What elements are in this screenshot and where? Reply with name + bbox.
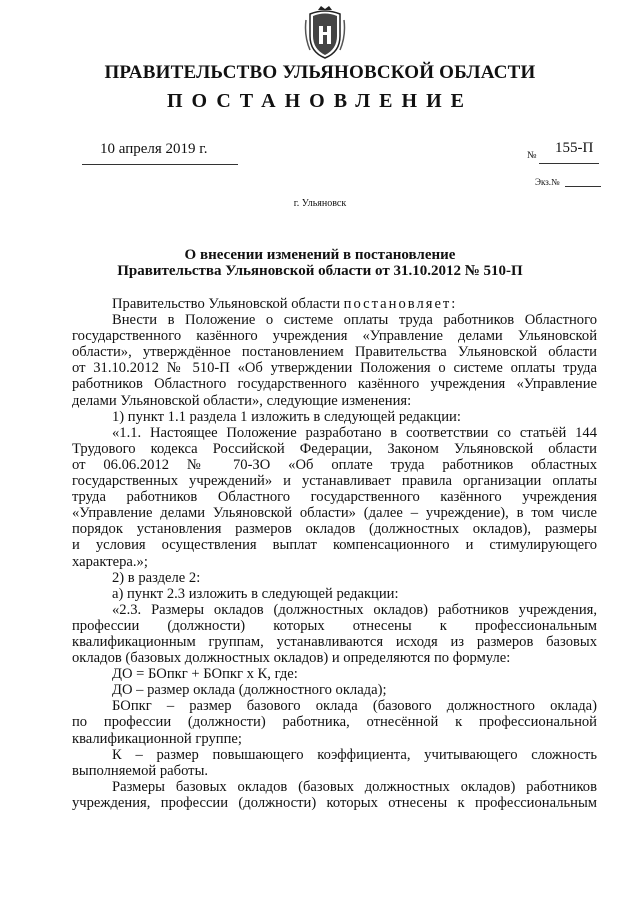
city: г. Ульяновск xyxy=(293,198,347,209)
body-line: Трудового кодекса Российской Федерации, Законом Ульяновской области xyxy=(72,440,597,457)
title-line-1: О внесении изменений в постановление xyxy=(184,247,456,263)
date-underline xyxy=(82,164,238,165)
body-line: делами Ульяновской области», следующие изменения: xyxy=(72,392,412,409)
body-line: «1.1. Настоящее Положение разработано в соответствии со статьёй 144 xyxy=(112,424,597,441)
body-line: ДО – размер оклада (должностного оклада); xyxy=(112,682,387,699)
body-line: характера.»; xyxy=(72,553,148,570)
body-line: 2) в разделе 2: xyxy=(112,569,201,586)
number-label: № xyxy=(527,150,537,161)
body-line: профессии (должности) которых отнесены к профессиональным xyxy=(72,617,597,634)
document-body xyxy=(72,296,597,811)
body-line: окладов (базовых должностных окладов) и определяются по формуле: xyxy=(72,650,511,667)
body-line: Внести в Положение о системе оплаты труда работников Областного xyxy=(112,312,597,329)
document-date: 10 апреля 2019 г. xyxy=(100,141,208,157)
document-type: ПОСТАНОВЛЕНИЕ xyxy=(167,90,473,112)
body-line: выполняемой работы. xyxy=(72,762,209,779)
body-line: работников Областного государственного казённого учреждения «Управление xyxy=(72,376,597,393)
body-line: порядок установления размеров окладов (должностных окладов), размеры xyxy=(72,521,597,538)
body-line: 1) пункт 1.1 раздела 1 изложить в следующей редакции: xyxy=(112,408,461,425)
coat-of-arms-icon xyxy=(304,6,346,60)
body-line: квалификационным группам, устанавливаются исходя из размеров базовых xyxy=(72,633,597,650)
body-line: учреждения, профессии (должности) которых отнесены к профессиональным xyxy=(72,794,597,811)
body-line: от 06.06.2012 № 70-ЗО «Об оплате труда работников областных xyxy=(72,456,597,473)
body-line: Размеры базовых окладов (базовых должностных окладов) работников xyxy=(112,778,597,795)
body-line: а) пункт 2.3 изложить в следующей редакции: xyxy=(112,585,399,602)
body-line: государственного казённого учреждения «Управление делами Ульяновской xyxy=(72,328,597,345)
body-line: от 31.10.2012 № 510-П «Об утверждении Положения о системе оплаты труда xyxy=(72,360,597,377)
body-line: квалификационной группе; xyxy=(72,730,242,747)
body-line: К – размер повышающего коэффициента, учитывающего сложность xyxy=(112,746,597,763)
government-name: ПРАВИТЕЛЬСТВО УЛЬЯНОВСКОЙ ОБЛАСТИ xyxy=(104,62,536,83)
document-number: 155-П xyxy=(555,140,594,156)
number-underline xyxy=(539,163,599,164)
copy-label: Экз.№ xyxy=(535,177,560,187)
body-line: области», утверждённое постановлением Правительства Ульяновской области xyxy=(72,344,597,361)
title-line-2: Правительства Ульяновской области от 31.10.2012 № 510-П xyxy=(117,263,523,279)
copy-underline xyxy=(565,186,601,187)
body-line: государственных учреждений» и устанавливает правила организации оплаты xyxy=(72,473,597,490)
body-line: «Управление делами Ульяновской области» (далее – учреждение), в том числе xyxy=(72,505,597,522)
body-line: ДО = БОпкг + БОпкг х К, где: xyxy=(112,666,298,683)
body-line: по профессии (должности) работника, отнесённой к профессиональной xyxy=(72,714,597,731)
body-line: труда работников Областного государственного казённого учреждения xyxy=(72,489,597,506)
body-line: БОпкг – размер базового оклада (базового должностного оклада) xyxy=(112,698,597,715)
preamble: Правительство Ульяновской области постановляет: xyxy=(112,296,458,312)
body-line: «2.3. Размеры окладов (должностных окладов) работников учреждения, xyxy=(112,601,597,618)
body-line: и условия осуществления выплат компенсационного и стимулирующего xyxy=(72,537,597,554)
